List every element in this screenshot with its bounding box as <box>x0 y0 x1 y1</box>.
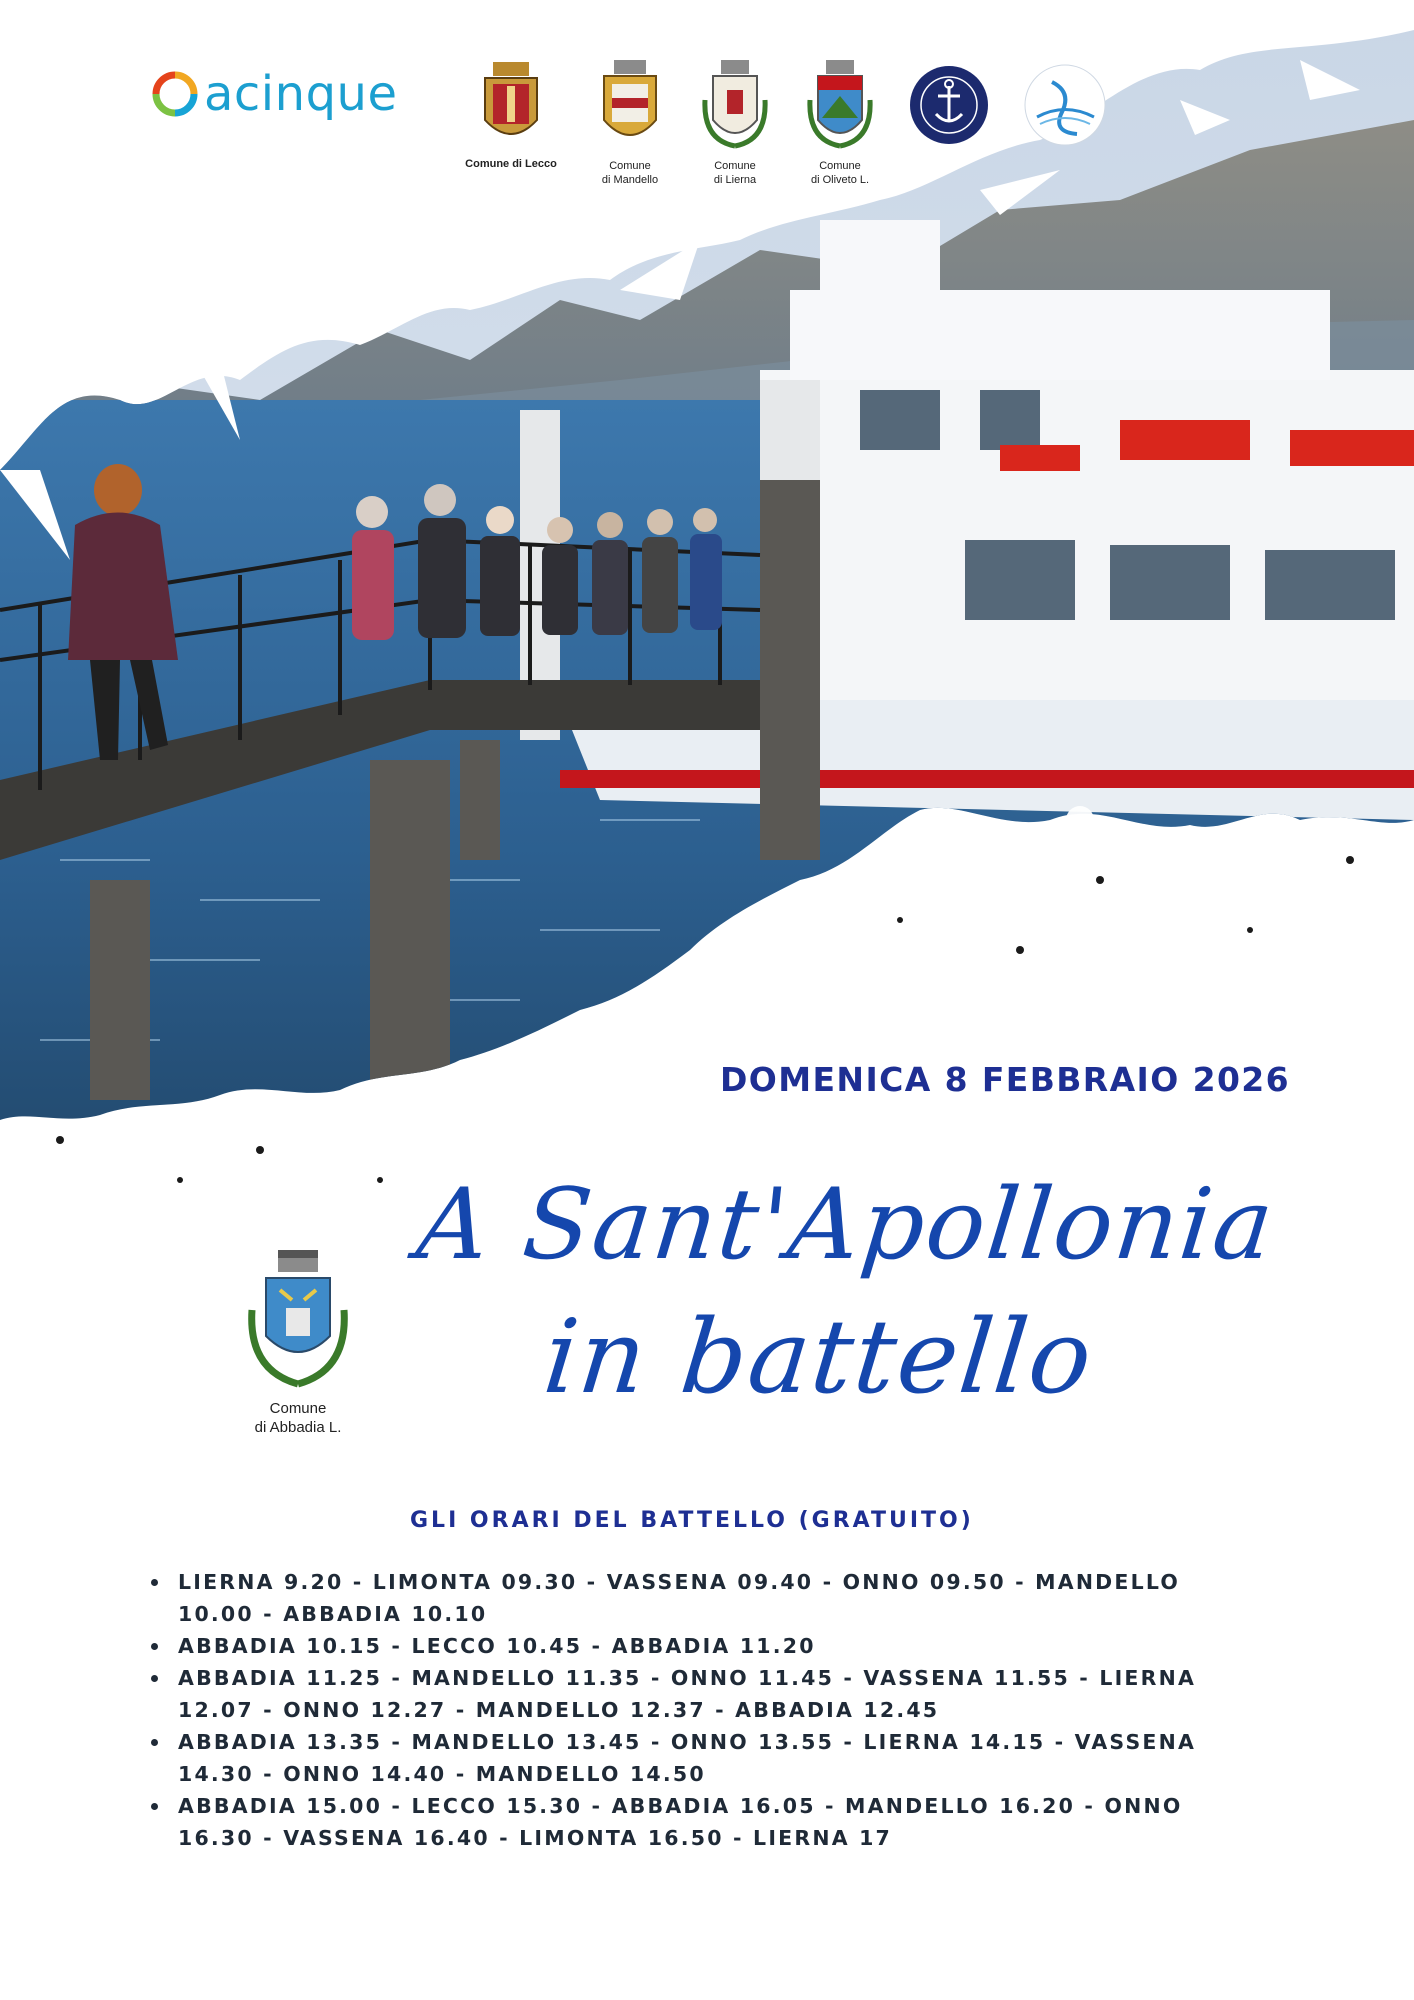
schedule-row: ABBADIA 15.00 - LECCO 15.30 - ABBADIA 16.05 - MANDELLO 16.20 - ONNO 16.30 - VASSENA 16.40 - LIMONTA 16.50 - LIERNA 17 <box>150 1790 1260 1854</box>
acinque-swirl-icon <box>150 71 200 117</box>
brand-name: acinque <box>204 66 398 122</box>
crest-caption: Comune di Lecco <box>465 158 557 170</box>
event-title-line1: A Sant'Apollonia <box>412 1168 1281 1282</box>
wave-icon <box>1022 62 1108 148</box>
crest-caption: Comune di Mandello <box>601 160 659 186</box>
oliveto-shield-icon <box>804 60 876 152</box>
autorita-bacino-badge <box>1022 62 1108 148</box>
anchor-icon <box>908 64 990 146</box>
schedule-row: ABBADIA 10.15 - LECCO 10.45 - ABBADIA 11.20 <box>150 1630 1260 1662</box>
schedule-list <box>150 1566 1260 1854</box>
abbadia-shield-icon <box>240 1250 356 1390</box>
mandello-shield-icon <box>600 60 660 152</box>
crest-caption: Comune di Lierna <box>713 160 757 186</box>
event-date: DOMENICA 8 FEBBRAIO 2026 <box>720 1060 1291 1099</box>
acinque-logo <box>150 66 397 122</box>
schedule-row: ABBADIA 11.25 - MANDELLO 11.35 - ONNO 11.45 - VASSENA 11.55 - LIERNA 12.07 - ONNO 12.27 - MANDELLO 12.37 - ABBADIA 12.45 <box>150 1662 1260 1726</box>
schedule-row: LIERNA 9.20 - LIMONTA 09.30 - VASSENA 09.40 - ONNO 09.50 - MANDELLO 10.00 - ABBADIA 10.10 <box>150 1566 1260 1630</box>
crest-caption: Comune di Oliveto L. <box>810 160 870 186</box>
comune-lecco-crest <box>456 60 566 171</box>
schedule-row: ABBADIA 13.35 - MANDELLO 13.45 - ONNO 13.55 - LIERNA 14.15 - VASSENA 14.30 - ONNO 14.40 - MANDELLO 14.50 <box>150 1726 1260 1790</box>
comune-mandello-crest <box>580 60 680 187</box>
schedule-heading: GLI ORARI DEL BATTELLO (GRATUITO) <box>410 1508 974 1533</box>
comune-lierna-crest <box>690 60 780 187</box>
event-title-line2: in battello <box>538 1298 1100 1417</box>
crest-caption: Comune di Abbadia L. <box>254 1400 342 1436</box>
navigazione-laghi-badge <box>908 64 990 146</box>
comune-abbadia-crest <box>240 1250 356 1437</box>
comune-oliveto-crest <box>790 60 890 187</box>
lierna-shield-icon <box>699 60 771 152</box>
lecco-shield-icon <box>479 60 543 150</box>
